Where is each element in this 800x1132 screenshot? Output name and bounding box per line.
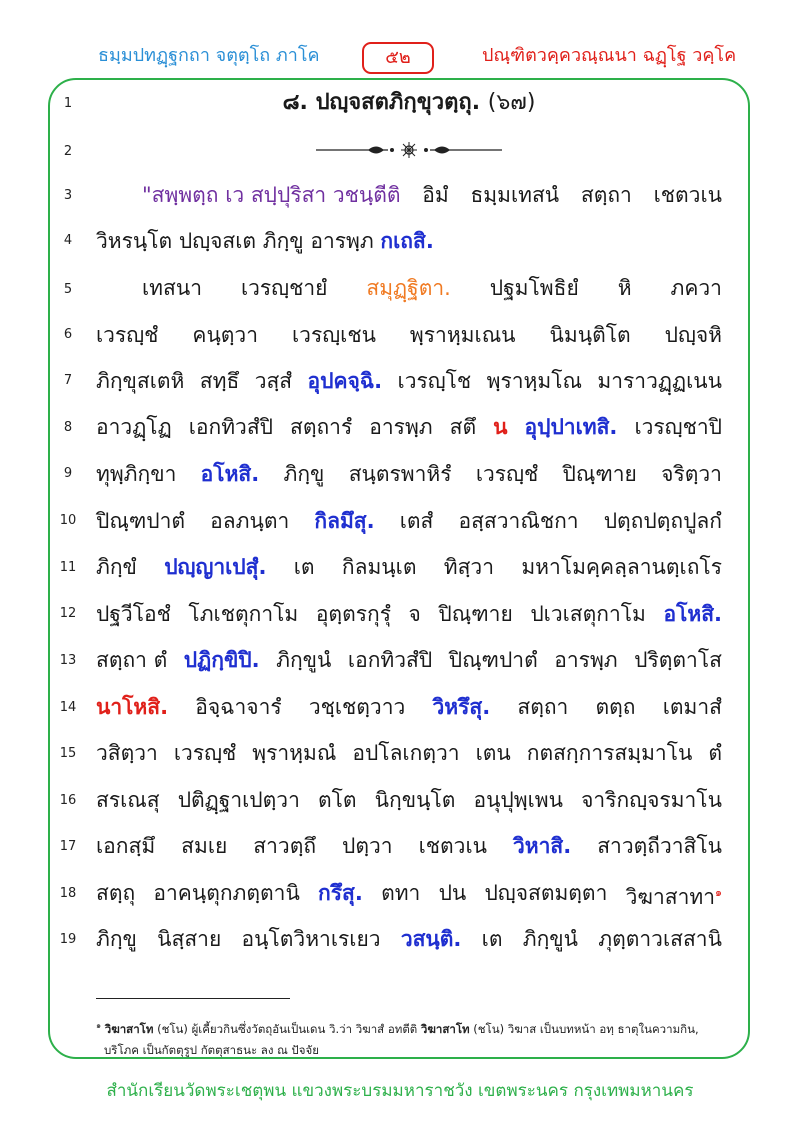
- highlighted-verb: อโหสิ.: [663, 602, 722, 626]
- negated-verb: นาโหสิ.: [96, 695, 169, 719]
- highlighted-verb: อุปคจฺฉิ.: [307, 369, 383, 393]
- line-number: 12: [59, 606, 77, 621]
- story-number: (๖๗): [487, 90, 536, 115]
- running-header-left: ธมฺมปทฏฺฐกถา จตุตฺโถ ภาโค: [98, 45, 320, 66]
- word: ปญฺจหิ: [664, 323, 722, 347]
- text-line-12: [96, 599, 722, 629]
- text-line-6: [96, 320, 722, 350]
- word: อนุปุพฺเพน: [473, 788, 563, 812]
- text-line-15: [96, 738, 722, 768]
- word: เตสํ: [399, 509, 434, 533]
- footnote-tag: (ชโน): [157, 1021, 188, 1036]
- text-line-4: [96, 226, 722, 256]
- verse-quote: "สพฺพตฺถ เว สปฺปุริสา วชนฺตีติ: [142, 183, 401, 207]
- line-number: 2: [63, 144, 73, 159]
- word: เชตวเน: [418, 834, 487, 858]
- word: นิมนฺติโต: [549, 323, 631, 347]
- word: ปน: [438, 881, 467, 905]
- word-with-footnote: [626, 878, 722, 912]
- highlighted-verb: กรึสุ.: [318, 881, 363, 905]
- word: อิจฺฉาจารํ: [195, 695, 282, 719]
- word: ปเวเสตุกาโม: [530, 602, 646, 626]
- footnote-line-2: บริโภค เป็นกัตตุรูป กัตตุสาธนะ ลง ณ ปัจจัย: [104, 1043, 319, 1057]
- word: สทฺธึ: [199, 369, 240, 393]
- word: ภิกฺขูนํ: [276, 648, 332, 672]
- footnote-term: วิฆาสาโท: [104, 1021, 154, 1036]
- text-line-17: [96, 831, 722, 861]
- ornament-divider-icon: [316, 139, 502, 161]
- line-number: 11: [59, 560, 77, 575]
- line-number: 1: [63, 96, 73, 111]
- highlighted-verb: วิหรึสุ.: [432, 695, 491, 719]
- word: คนฺตฺวา: [192, 323, 259, 347]
- line-number: 4: [63, 233, 73, 248]
- word: อาคนฺตุกภตฺตานิ: [153, 881, 300, 905]
- word: ทิสฺวา: [443, 555, 495, 579]
- word: ปริตฺตาโส: [634, 648, 722, 672]
- word: อลภนฺตา: [210, 509, 290, 533]
- word: กิลมนฺเต: [341, 555, 417, 579]
- word: เอกทิวสํปิ: [347, 648, 433, 672]
- word: อุตฺตรกุรุํ: [315, 602, 391, 626]
- word: วสฺสํ: [254, 369, 293, 393]
- word: สตฺถา: [517, 695, 569, 719]
- highlighted-verb: อโหสิ.: [200, 462, 260, 486]
- line-number: 13: [59, 653, 77, 668]
- word: ปญฺจสเต: [178, 229, 257, 253]
- word: ภิกฺขู: [262, 229, 304, 253]
- word: วสิตฺวา: [96, 741, 158, 765]
- word: เทสนา: [142, 276, 202, 300]
- word: สตึ: [449, 415, 477, 439]
- word: วชฺเชตฺวาว: [308, 695, 406, 719]
- word: สตฺถา ตํ: [96, 648, 168, 672]
- text-line-9: [96, 459, 722, 489]
- word: อิมํ: [422, 183, 449, 207]
- line-number: 7: [63, 373, 73, 388]
- word: ปิณฺฑปาตํ: [96, 509, 186, 533]
- word: ปิณฺฑาย: [562, 462, 637, 486]
- word: โภเชตุกาโม: [188, 602, 299, 626]
- word: ปิณฺฑปาตํ: [448, 648, 538, 672]
- word: มาราวฏฺฏเนน: [597, 369, 722, 393]
- line-number: 15: [59, 746, 77, 761]
- word: วิหรนฺโต: [96, 229, 173, 253]
- word: เวรญฺชํ: [173, 741, 237, 765]
- word: อปโลเกตฺวา: [352, 741, 460, 765]
- word: ภุตฺตาวเสสานิ: [598, 927, 722, 951]
- word: อารพฺภ: [310, 229, 374, 253]
- negation-particle: น: [493, 415, 508, 439]
- word: สตฺถา: [580, 183, 632, 207]
- line-number: 16: [59, 793, 77, 808]
- word: ภิกฺขํ: [96, 555, 137, 579]
- line-number: 6: [63, 327, 73, 342]
- text-line-10: [96, 506, 722, 536]
- word: เตน: [475, 741, 511, 765]
- text-line-11: [96, 552, 722, 582]
- text-line-18: [96, 878, 722, 912]
- word: เอกทิวสํปิ: [188, 415, 273, 439]
- word: เต: [293, 555, 315, 579]
- word: จ: [408, 602, 421, 626]
- word: อาวฏฺโฏ: [96, 415, 172, 439]
- word: จาริกญฺจรมาโน: [581, 788, 722, 812]
- text-line-13: [96, 645, 722, 675]
- story-title-text: ๘. ปญฺจสตภิกฺขุวตฺถุ.: [282, 90, 481, 115]
- footnote-mark: ๑: [96, 1021, 102, 1030]
- footnote-separator: [96, 998, 290, 999]
- line-number: 19: [59, 932, 77, 947]
- word: จริตฺวา: [661, 462, 722, 486]
- word: อารพฺภ: [369, 415, 433, 439]
- word: ตทา: [381, 881, 421, 905]
- word: สาวตฺถึ: [253, 834, 317, 858]
- word: สรเณสุ: [96, 788, 160, 812]
- line-number: 17: [59, 839, 77, 854]
- word: เอกสฺมึ: [96, 834, 156, 858]
- word: เวรญฺชํ: [96, 323, 159, 347]
- word: เวรญฺชํ: [475, 462, 539, 486]
- line-number: 10: [59, 513, 77, 528]
- word: นิกฺขนฺโต: [374, 788, 456, 812]
- word: ปตฺถปตฺถปูลกํ: [603, 509, 722, 533]
- word: ภิกฺขู: [283, 462, 325, 486]
- line-number: 8: [63, 420, 73, 435]
- text-line-14: [96, 692, 722, 722]
- word: พฺราหฺมโณ: [486, 369, 582, 393]
- highlighted-verb: กเถสิ.: [380, 229, 434, 253]
- highlighted-verb: กิลมึสุ.: [314, 509, 375, 533]
- text-line-5: [96, 273, 722, 303]
- text-line-7: [96, 366, 722, 396]
- footnote-tag: (ชโน): [473, 1021, 505, 1036]
- word: อารพฺภ: [554, 648, 618, 672]
- word: ปฐมโพธิยํ: [489, 276, 579, 300]
- word: สตฺถารํ: [290, 415, 353, 439]
- footnote-term: วิฆาสาโท: [420, 1021, 470, 1036]
- word: ตตฺถ: [595, 695, 636, 719]
- word: อสฺสวาณิชกา: [458, 509, 579, 533]
- word: เชตวเน: [653, 183, 722, 207]
- footnote-text: วิฆาส เป็นบทหน้า อทฺ ธาตุในความกิน,: [507, 1021, 699, 1036]
- word: สตฺถุ: [96, 881, 136, 905]
- word: กตสกฺการสมฺมาโน: [526, 741, 693, 765]
- line-number: 18: [59, 886, 77, 901]
- word: สาวตฺถีวาสิโน: [597, 834, 722, 858]
- text-line-16: [96, 785, 722, 815]
- word: ภิกฺขู: [96, 927, 137, 951]
- line-number: 9: [63, 466, 73, 481]
- word: เวรญฺเชน: [292, 323, 376, 347]
- line-number: 5: [63, 282, 73, 297]
- footnote-marker[interactable]: ๑: [715, 886, 722, 899]
- word: สนฺตรพาหิรํ: [348, 462, 452, 486]
- word: ตํ: [708, 741, 722, 765]
- word: เวรญฺโช: [397, 369, 472, 393]
- highlighted-participle: สมุฏฺฐิตา.: [366, 276, 451, 300]
- word: ปญฺจสตมตฺตา: [484, 881, 608, 905]
- word: ทุพฺภิกฺขา: [96, 462, 177, 486]
- highlighted-verb: ปฏิกฺขิปิ.: [183, 648, 260, 672]
- word: ปิณฺฑาย: [438, 602, 513, 626]
- word: ปตฺวา: [342, 834, 393, 858]
- word: เต: [481, 927, 503, 951]
- footnote-line-1: [96, 1018, 736, 1037]
- word: ปติฏฺฐาเปตฺวา: [177, 788, 300, 812]
- word: พฺราหฺมณํ: [252, 741, 337, 765]
- word: สมเย: [181, 834, 228, 858]
- highlighted-verb: วิหาสิ.: [512, 834, 572, 858]
- word: นิสฺสาย: [157, 927, 222, 951]
- text-line-3: [96, 180, 722, 210]
- word: หิ: [617, 276, 632, 300]
- word: ธมฺมเทสนํ: [470, 183, 560, 207]
- highlighted-verb: ปญฺญาเปสุํ.: [164, 555, 267, 579]
- word: เวรญฺชาปิ: [634, 415, 722, 439]
- footnote-text: ผู้เคี้ยวกินซึ่งวัตถุอันเป็นเดน วิ.ว่า วิฆาสํ อทตีติ: [191, 1021, 418, 1036]
- line-number: 3: [63, 188, 73, 203]
- word: ภิกฺขูนํ: [522, 927, 579, 951]
- word: มหาโมคฺคลฺลานตฺเถโร: [521, 555, 722, 579]
- page-footer: สำนักเรียนวัดพระเชตุพน แขวงพระบรมมหาราชวัง เขตพระนคร กรุงเทพมหานคร: [106, 1081, 694, 1101]
- word: ปฐวีโอชํ: [96, 602, 171, 626]
- running-header-right: ปณฺฑิตวคฺควณฺณนา ฉฏฺโฐ วคฺโค: [482, 45, 737, 66]
- line-number: 14: [59, 700, 77, 715]
- word: พฺราหฺมเณน: [409, 323, 516, 347]
- word: เตมาสํ: [662, 695, 722, 719]
- word: วิฆาสาทา: [625, 885, 716, 909]
- highlighted-verb: อุปฺปาเทสิ.: [524, 415, 618, 439]
- word: ภิกฺขุสเตหิ: [96, 369, 185, 393]
- story-title: [96, 88, 722, 118]
- page-number: ๕๒: [362, 42, 434, 74]
- text-line-8: [96, 412, 722, 442]
- word: เวรญฺชายํ: [240, 276, 328, 300]
- highlighted-verb: วสนฺติ.: [400, 927, 462, 951]
- word: ภควา: [670, 276, 722, 300]
- word: อนฺโตวิหาเรเยว: [241, 927, 381, 951]
- text-line-19: [96, 924, 722, 954]
- word: ตโต: [317, 788, 357, 812]
